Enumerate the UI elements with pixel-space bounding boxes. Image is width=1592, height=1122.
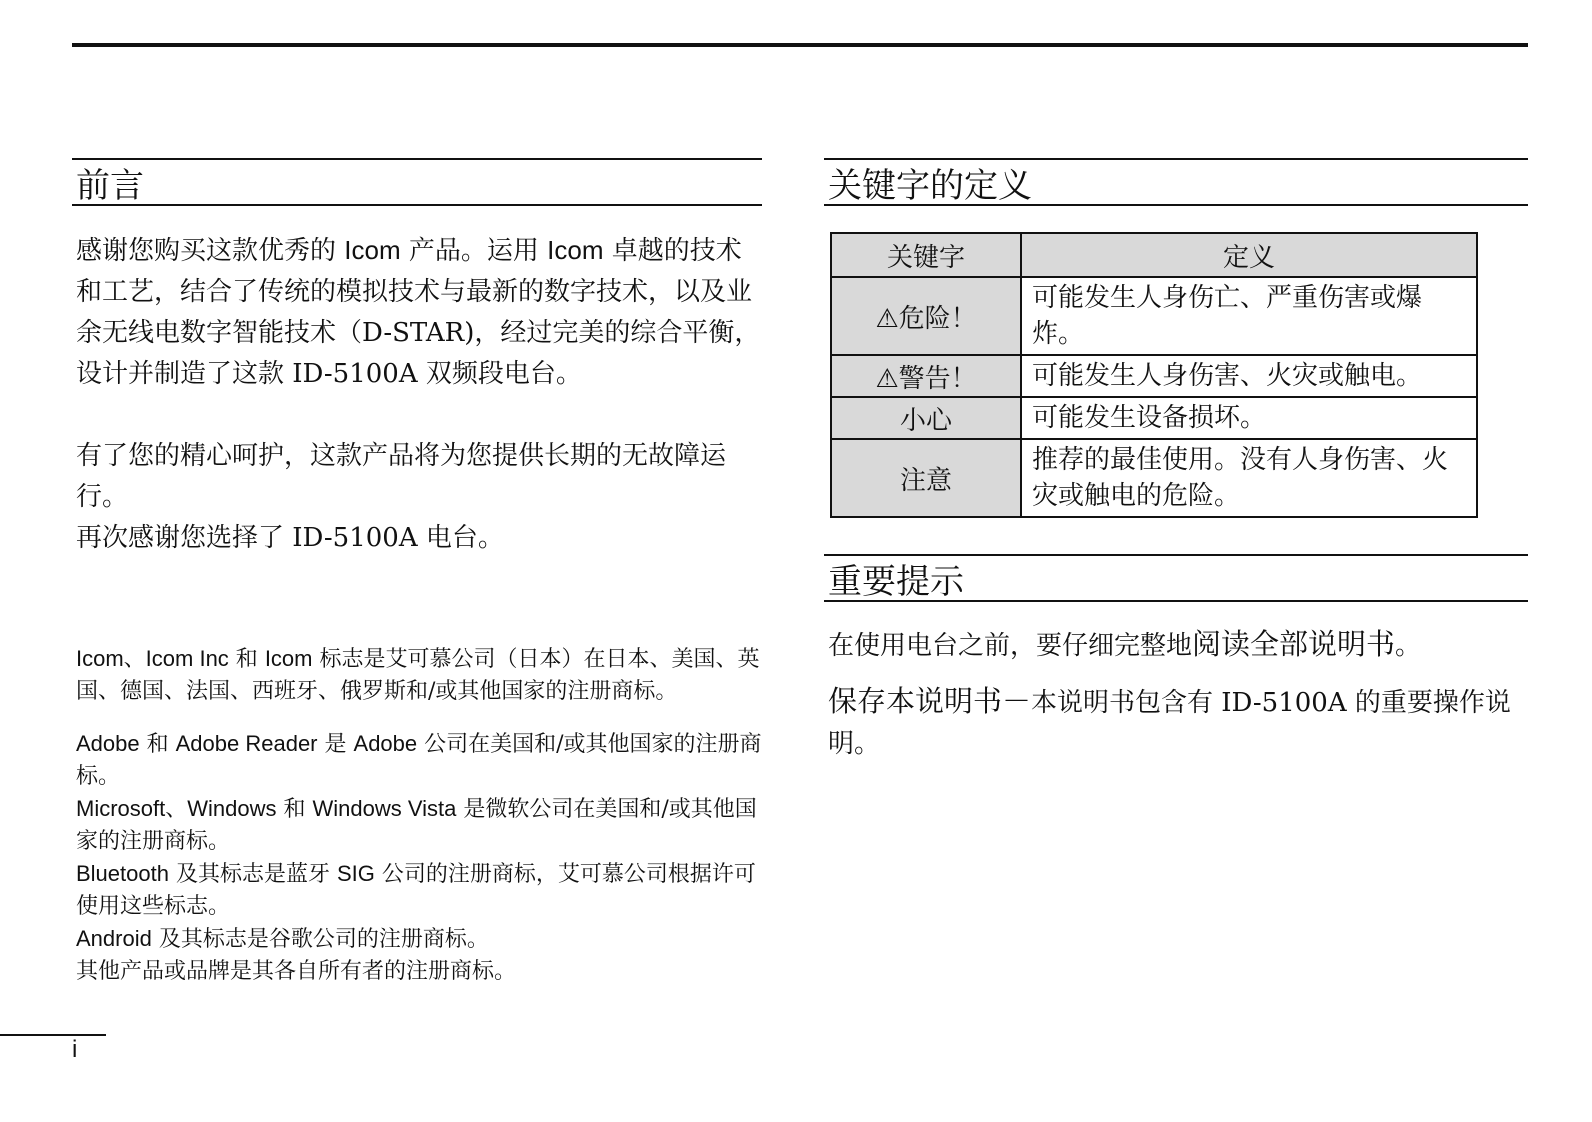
definition-note: 推荐的最佳使用。没有人身伤害、火灾或触电的危险。	[1021, 439, 1477, 517]
keyword-column-header: 关键字	[831, 233, 1021, 277]
brand-text: Microsoft、Windows	[76, 796, 277, 821]
keyword-definition-table	[830, 232, 1478, 518]
brand-text: Icom	[264, 646, 313, 671]
trademark-adobe	[72, 728, 762, 793]
table-header-row	[831, 233, 1477, 277]
text: 卓越的技术和工艺，结合了传统的模拟技术与最新的数字技术，以及业余无线电数字智能技术（D-STAR)，经过完美的综合平衡，设计并制造了这款 ID-5100A 双频段电台。	[76, 236, 761, 389]
brand-text: Android	[76, 926, 152, 951]
left-column	[72, 158, 762, 988]
preface-paragraph-3: 再次感谢您选择了 ID-5100A 电台。	[76, 523, 504, 553]
emphasis-text: 阅读全部说明书	[1192, 627, 1396, 661]
definition-danger: 可能发生人身伤亡、严重伤害或爆炸。	[1021, 277, 1477, 355]
text: 。	[1395, 631, 1422, 661]
trademark-others: 其他产品或品牌是其各自所有者的注册商标。	[76, 959, 517, 984]
keyword-label: 注意	[899, 465, 952, 496]
brand-text: Windows Vista	[312, 796, 457, 821]
keyword-label: 警告！	[898, 363, 977, 394]
important-paragraph-2	[824, 681, 1528, 765]
text: 及其标志是谷歌公司的注册商标。	[151, 927, 489, 952]
keyword-caution	[831, 397, 1021, 439]
text: 本说明书包含有 ID-5100A 的重要操作说明。	[828, 688, 1511, 759]
table-row	[831, 277, 1477, 355]
brand-text: SIG	[336, 861, 375, 886]
text: 是微软公司在美国和/或其他国家的注册商标。	[76, 797, 757, 854]
brand-text: Icom	[547, 235, 604, 265]
top-rule	[72, 43, 1528, 47]
keyword-label: 小心	[899, 405, 952, 436]
text: 在使用电台之前，要仔细完整地	[828, 631, 1193, 661]
text: 产品。运用	[400, 236, 548, 266]
page-number: i	[72, 1036, 78, 1063]
trademark-android	[72, 923, 762, 956]
important-heading: 重要提示	[824, 554, 1528, 602]
right-column	[824, 158, 1528, 765]
definition-warning: 可能发生人身伤害、火灾或触电。	[1021, 355, 1477, 397]
table-row	[831, 397, 1477, 439]
emphasis-text: 保存本说明书－	[828, 684, 1032, 718]
brand-text: Icom、Icom Inc	[76, 646, 229, 671]
table-row	[831, 439, 1477, 517]
text: 标志是艾可慕公司（日本）在日本、美国、英国、德国、法国、西班牙、俄罗斯和/或其他国家的注册商标。	[76, 647, 760, 704]
preface-heading: 前言	[72, 158, 762, 206]
definition-column-header: 定义	[1021, 233, 1477, 277]
trademark-bluetooth	[72, 858, 762, 923]
keyword-danger	[831, 277, 1021, 355]
keyword-note	[831, 439, 1021, 517]
brand-text: Adobe	[353, 731, 418, 756]
preface-paragraph-2: 有了您的精心呵护，这款产品将为您提供长期的无故障运行。	[76, 441, 727, 512]
brand-text: Icom	[344, 235, 401, 265]
table-row	[831, 355, 1477, 397]
keywords-heading: 关键字的定义	[824, 158, 1528, 206]
preface-paragraph-1	[72, 230, 762, 395]
definition-caution: 可能发生设备损坏。	[1021, 397, 1477, 439]
text: 和	[139, 732, 176, 757]
text: 是	[317, 732, 354, 757]
brand-text: Adobe Reader	[175, 731, 318, 756]
text: 和	[228, 647, 265, 672]
trademark-notices	[72, 643, 762, 988]
brand-text: Bluetooth	[76, 861, 169, 886]
text: 感谢您购买这款优秀的	[76, 236, 345, 266]
warning-triangle-icon: ⚠	[875, 303, 899, 334]
keyword-label: 危险！	[898, 303, 977, 334]
text: 公司的注册商标，艾可慕公司根据许可使用这些标志。	[76, 862, 756, 919]
brand-text: Adobe	[76, 731, 140, 756]
text: 公司在美国和/或其他国家的注册商标。	[76, 732, 762, 789]
text: 及其标志是蓝牙	[168, 862, 337, 887]
keyword-warning	[831, 355, 1021, 397]
footer-rule	[0, 1034, 106, 1036]
important-paragraph-1	[824, 624, 1528, 667]
trademark-microsoft	[72, 793, 762, 858]
warning-triangle-icon: ⚠	[875, 363, 899, 394]
text: 和	[276, 797, 313, 822]
trademark-icom	[72, 643, 762, 708]
